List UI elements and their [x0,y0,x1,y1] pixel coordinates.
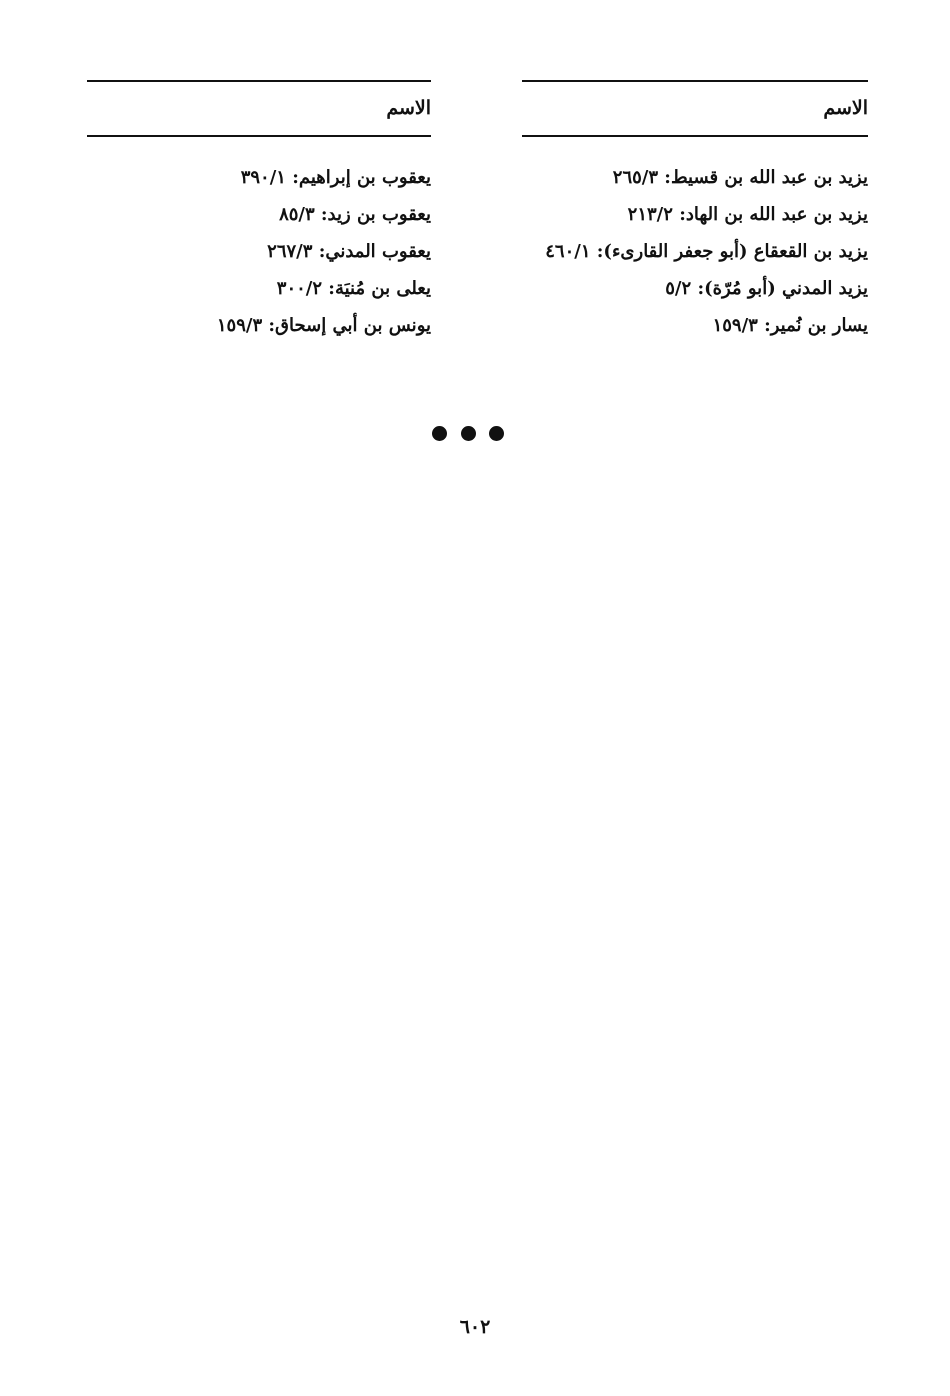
index-column-left [87,78,431,344]
index-entry: يونس بن أبي إسحاق: ١٥٩/٣ [216,315,431,336]
dot-icon [432,426,447,441]
header-bottom-rule [522,135,868,137]
index-entry: يزيد المدني (أبو مُرّة): ٥/٢ [665,278,868,299]
index-column-right [522,78,868,344]
entry-list [522,159,868,344]
index-entry: يعقوب بن إبراهيم: ٣٩٠/١ [240,167,431,188]
header-bottom-rule [87,135,431,137]
index-entry: يزيد بن عبد الله بن الهاد: ٢١٣/٢ [627,204,868,225]
index-entry: يعقوب بن زيد: ٨٥/٣ [279,204,431,225]
three-dots-separator-icon [432,422,504,444]
column-header: الاسم [386,97,431,119]
page-number: ٦٠٢ [459,1316,491,1338]
entry-list [87,159,431,344]
dot-icon [461,426,476,441]
index-entry: يعقوب المدني: ٢٦٧/٣ [267,241,431,262]
index-entry: يسار بن نُمير: ١٥٩/٣ [712,315,868,336]
dot-icon [489,426,504,441]
index-entry: يزيد بن عبد الله بن قسيط: ٢٦٥/٣ [612,167,868,188]
index-entry: يعلى بن مُنيَة: ٣٠٠/٢ [276,278,431,299]
column-header: الاسم [823,97,868,119]
index-entry: يزيد بن القعقاع (أبو جعفر القارىء): ٤٦٠/١ [545,241,868,262]
